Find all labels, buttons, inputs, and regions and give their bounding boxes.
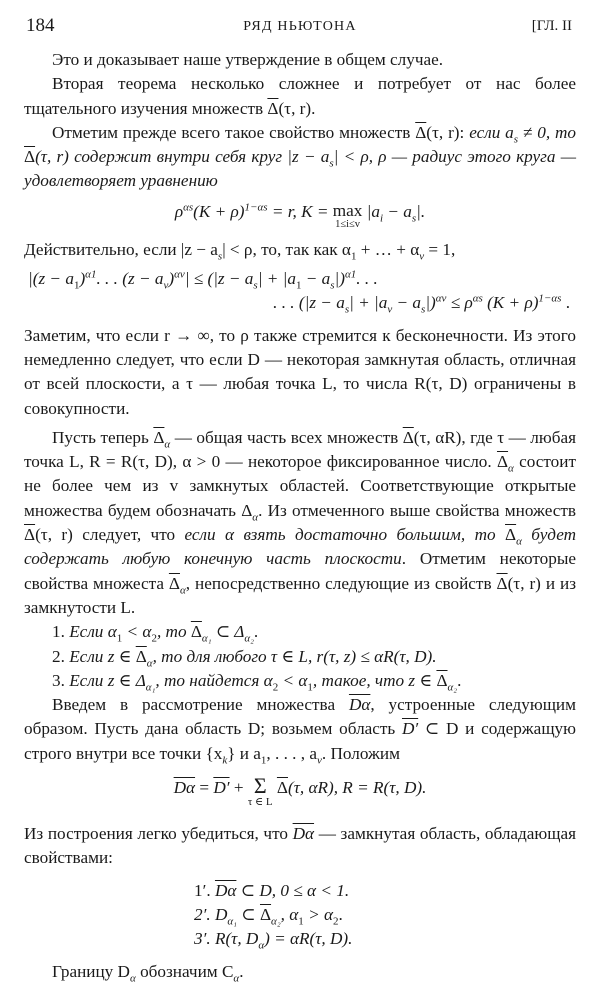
prop-1-prime: 1′. $\overline{D\alpha}$ ⊂ D, 0 ≤ α < 1. bbox=[194, 880, 350, 900]
paragraph-5: Заметим, что если r → ∞, то ρ также стремится к бесконечности. Из этого немедленно следует, что если D — некоторая замкнутая область, отличная от всей плоскости, а τ — любая точка L, то числа R(τ, D) ограничены в совокупности. bbox=[24, 325, 576, 418]
paragraph-1: Это и доказывает наше утверждение в общем случае. bbox=[52, 50, 444, 69]
formula-3: $\overline{D\alpha} = D'$ + Σ τ ∈ L $\overline{\Delta}(\tau$, αR), R = R(τ, D). bbox=[173, 773, 427, 809]
paragraph-2: Вторая теорема несколько сложнее и потребует от нас более тщательного изучения множеств $\overline{\Delta}(\tau$, r). bbox=[24, 74, 576, 118]
property-item-1: 1. Если $\alpha_1 < \alpha_2$, то $\overline{\Delta}_{\alpha_1}$ ⊂ $\Delta_{\alpha_2}$. bbox=[52, 622, 259, 645]
paragraph-9: Границу $D_\alpha$ обозначим $C_\alpha$. bbox=[52, 961, 244, 984]
formula-2-line-2: . . . $(|z - a_s| + |a_v - a_s|)^{\alpha v} \le \rho^{\alpha s}$ $(K + \rho)^{1-\alpha s}$ . bbox=[273, 292, 570, 316]
paragraph-8: Из построения легко убедиться, что $\overline{D\alpha}$ — замкнутая область, обладающая свойствами: bbox=[24, 824, 577, 868]
formula-2-line-1: $|(z - a_1)^{\alpha 1}$. . . $(z - a_v)^{\alpha v}| \le (|z - a_s| + |a_1 - a_s|)^{\alpha 1}$. . . bbox=[28, 268, 378, 292]
paragraph-4: Действительно, если $|z - a_s| < \rho$, то, так как $\alpha_1$ + … + $\alpha_v = 1$, bbox=[24, 239, 456, 263]
page-number: 184 bbox=[26, 15, 55, 36]
paragraph-3: Отметим прежде всего такое свойство множеств $\overline{\Delta}(\tau$, r): если $a_s \ne 0$, то $\overline{\Delta}(\tau$, r) содержит внутри себя круг $|z - a_s| < \rho$, ρ — радиус этого круга — удовлетворяет уравнению bbox=[24, 122, 577, 191]
prop-2-prime: 2′. $D_{\alpha_1}$ ⊂ $\overline{\Delta}_{\alpha_2}$, $\alpha_1 > \alpha_2$. bbox=[194, 904, 343, 928]
property-item-2: 2. Если z ∈ $\overline{\Delta}_\alpha$, то для любого τ ∈ L, r(τ, z) ≤ αR(τ, D). bbox=[52, 646, 437, 669]
paragraph-6: Пусть теперь $\overline{\Delta}_\alpha$ — общая часть всех множеств $\overline{\Delta}(\tau$, αR), где τ — любая точка L, R = R(τ, D), α > 0 — некоторое фиксированное число. $\overline{\Delta}_\alpha$ состоит не более чем из v замкнутых областей. Соответствующие открытые множества будем обозначать $\Delta_\alpha$. Из отмеченного выше свойства множеств $\overline{\Delta}(\tau$, r) следует, что если α взять достаточно большим, то $\overline{\Delta}_\alpha$ будет содержать любую конечную часть плоскости. Отметим некоторые свойства множеста $\overline{\Delta}_\alpha$, непосредственно следующие из свойств $\overline{\Delta}(\tau$, r) и из замкнутости L. bbox=[24, 427, 577, 617]
running-header bbox=[24, 14, 576, 48]
property-item-3: 3. Если z ∈ $\Delta_{\alpha_1}$, то найдется $\alpha_2 < \alpha_1$, такое, что z ∈ $\overline{\Delta}_{\alpha_2}$. bbox=[52, 670, 462, 694]
formula-1: $\rho^{\alpha s}(K + \rho)^{1-\alpha s} = r$, K = max 1≤i≤v $|a_i - a_s|$. bbox=[174, 200, 426, 230]
chapter-mark: [ГЛ. II bbox=[531, 18, 572, 34]
paragraph-7: Введем в рассмотрение множества $\overline{D\alpha}$, устроенные следующим образом. Пусть дана область D; возьмем область D′ ⊂ D и содержащую строго внутри все точки $\{x_k\}$ и $a_1$, . . . , $a_v$. Положим bbox=[24, 695, 577, 767]
running-title: РЯД НЬЮТОНА bbox=[243, 19, 357, 34]
prop-3-prime: 3′. R(τ, $D_\alpha) = \alpha R(\tau$, D). bbox=[194, 929, 353, 952]
